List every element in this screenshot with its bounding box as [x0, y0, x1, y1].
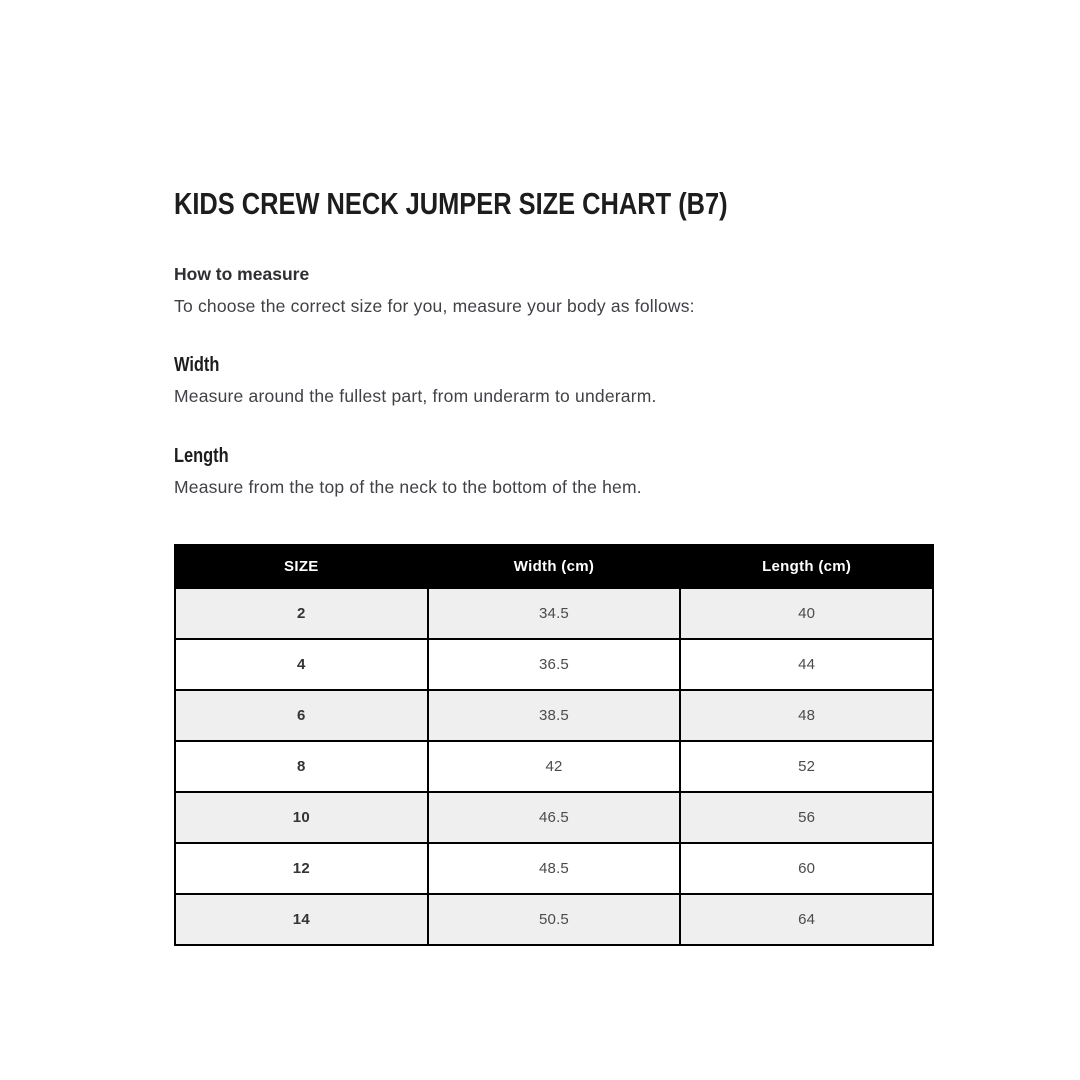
size-cell: 4	[175, 639, 428, 690]
length-cell: 40	[680, 588, 933, 639]
column-header-size: SIZE	[175, 545, 428, 588]
width-cell: 34.5	[428, 588, 681, 639]
table-row	[175, 894, 933, 945]
size-cell: 2	[175, 588, 428, 639]
page-title: KIDS CREW NECK JUMPER SIZE CHART (B7)	[174, 186, 728, 221]
table-row	[175, 639, 933, 690]
how-to-measure-text: To choose the correct size for you, measure your body as follows:	[174, 295, 695, 316]
length-description: Measure from the top of the neck to the bottom of the hem.	[174, 476, 642, 497]
length-heading: Length	[174, 444, 229, 467]
table-row	[175, 792, 933, 843]
size-cell: 8	[175, 741, 428, 792]
width-cell: 50.5	[428, 894, 681, 945]
width-cell: 38.5	[428, 690, 681, 741]
width-description: Measure around the fullest part, from underarm to underarm.	[174, 386, 657, 407]
how-to-measure-heading: How to measure	[174, 263, 310, 284]
length-cell: 56	[680, 792, 933, 843]
how-to-measure-section	[174, 264, 934, 319]
size-cell: 14	[175, 894, 428, 945]
width-section	[174, 354, 934, 409]
table-row	[175, 588, 933, 639]
length-cell: 48	[680, 690, 933, 741]
column-header-length: Length (cm)	[680, 545, 933, 588]
size-cell: 10	[175, 792, 428, 843]
page-content	[174, 0, 934, 946]
width-cell: 48.5	[428, 843, 681, 894]
size-chart-table	[174, 544, 934, 946]
size-cell: 12	[175, 843, 428, 894]
width-heading: Width	[174, 354, 220, 377]
width-cell: 36.5	[428, 639, 681, 690]
size-chart-table-body	[175, 588, 933, 945]
length-cell: 44	[680, 639, 933, 690]
column-header-width: Width (cm)	[428, 545, 681, 588]
length-section	[174, 445, 934, 500]
table-row	[175, 690, 933, 741]
size-chart-table-header	[175, 545, 933, 588]
width-cell: 42	[428, 741, 681, 792]
table-row	[175, 741, 933, 792]
size-cell: 6	[175, 690, 428, 741]
length-cell: 60	[680, 843, 933, 894]
table-row	[175, 843, 933, 894]
length-cell: 64	[680, 894, 933, 945]
width-cell: 46.5	[428, 792, 681, 843]
header-row	[175, 545, 933, 588]
length-cell: 52	[680, 741, 933, 792]
